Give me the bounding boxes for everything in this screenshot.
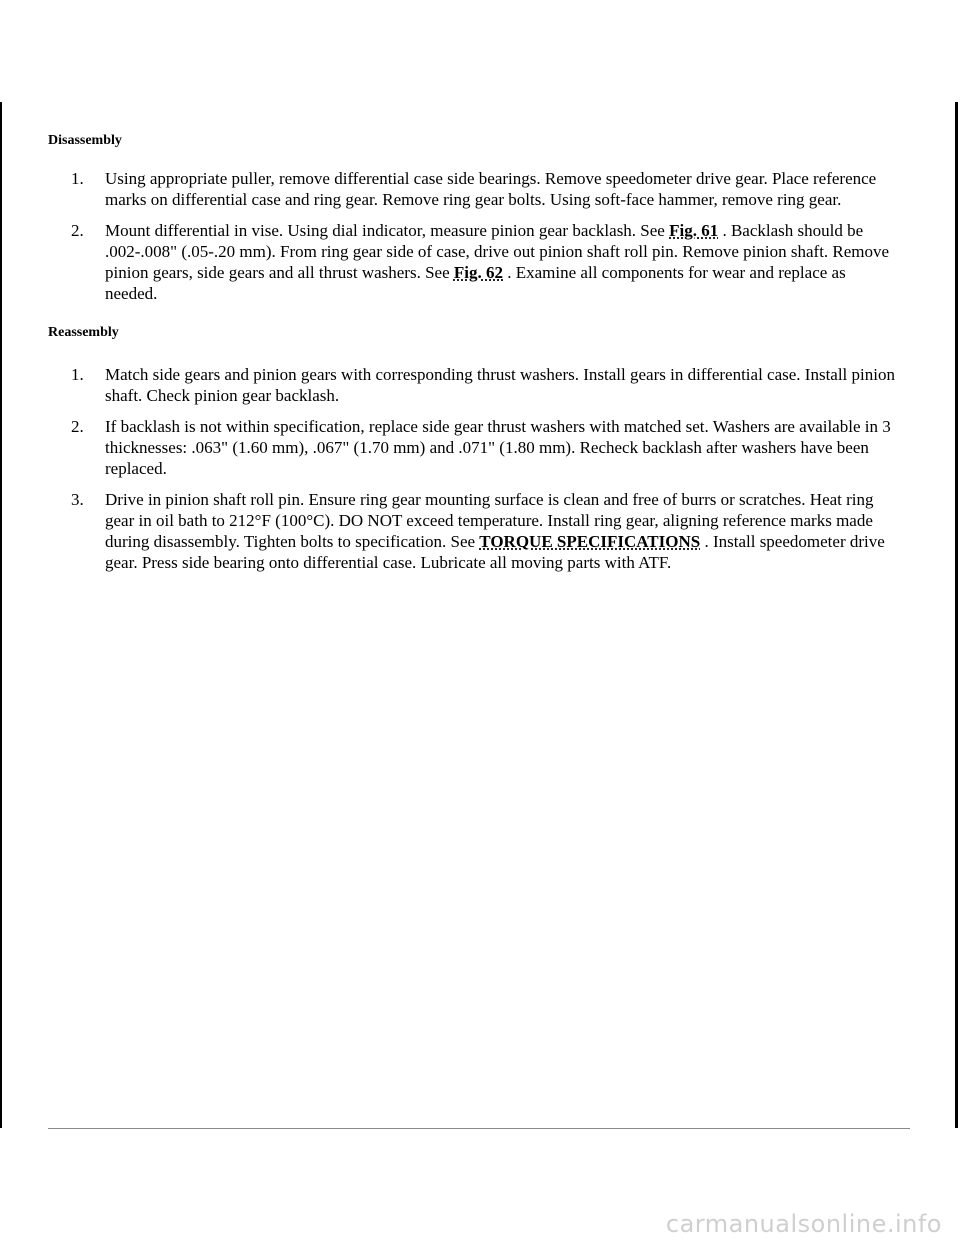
page-border-left — [0, 102, 2, 1128]
section-title-disassembly: Disassembly — [48, 133, 122, 148]
step-number: 1. — [71, 169, 84, 188]
list-item — [48, 489, 898, 573]
step-number: 3. — [71, 490, 84, 509]
step-text-part: . Backlash should be .002-.008" (.05-.20 mm). From ring gear side of case, drive out pinion shaft roll pin. Remove pinion shaft. Remove pinion gears, side gears and all thrust washers. See — [105, 221, 890, 282]
document-body — [48, 126, 898, 583]
step-text: Match side gears and pinion gears with corresponding thrust washers. Install gears in differential case. Install pinion shaft. Check pinion gear backlash. — [105, 365, 895, 405]
fig-62-link[interactable]: Fig. 62 — [453, 263, 503, 282]
step-text-part: Drive in pinion shaft roll pin. Ensure ring gear mounting surface is clean and free of burrs or scratches. Heat ring gear in oil bath to 212°F (100°C). DO NOT exceed temperature. Install ring gear, aligning reference marks made during disassembly. Tighten bolts to specification. See — [105, 490, 874, 551]
list-item — [48, 416, 898, 479]
step-number: 2. — [71, 417, 84, 436]
step-number: 1. — [71, 365, 84, 384]
step-text: Using appropriate puller, remove differential case side bearings. Remove speedometer drive gear. Place reference marks on differential case and ring gear. Remove ring gear bolts. Using soft-face hammer, remove ring gear. — [105, 169, 877, 209]
step-number: 2. — [71, 221, 84, 240]
list-item — [48, 220, 898, 304]
list-item — [48, 364, 898, 406]
step-text-part: . Install speedometer drive gear. Press side bearing onto differential case. Lubricate all moving parts with ATF. — [105, 532, 885, 572]
torque-specifications-link[interactable]: TORQUE SPECIFICATIONS — [479, 532, 701, 551]
section-title-reassembly: Reassembly — [48, 325, 119, 340]
fig-61-link[interactable]: Fig. 61 — [669, 221, 719, 240]
step-text — [105, 221, 889, 303]
list-item — [48, 168, 898, 210]
disassembly-steps-list — [48, 168, 898, 304]
step-text-part: . Examine all components for wear and replace as needed. — [105, 263, 846, 303]
step-text-part: Mount differential in vise. Using dial indicator, measure pinion gear backlash. See — [105, 221, 670, 240]
footer-rule — [48, 1128, 910, 1129]
page-border-right — [955, 102, 958, 1128]
step-text — [105, 490, 885, 572]
step-text: If backlash is not within specification, replace side gear thrust washers with matched set. Washers are available in 3 thicknesses: .063" (1.60 mm), .067" (1.70 mm) and .071" (1.80 mm). Recheck backlash after washers have been replaced. — [105, 417, 891, 478]
watermark: carmanualsonline.info — [665, 1210, 942, 1238]
reassembly-steps-list — [48, 364, 898, 573]
